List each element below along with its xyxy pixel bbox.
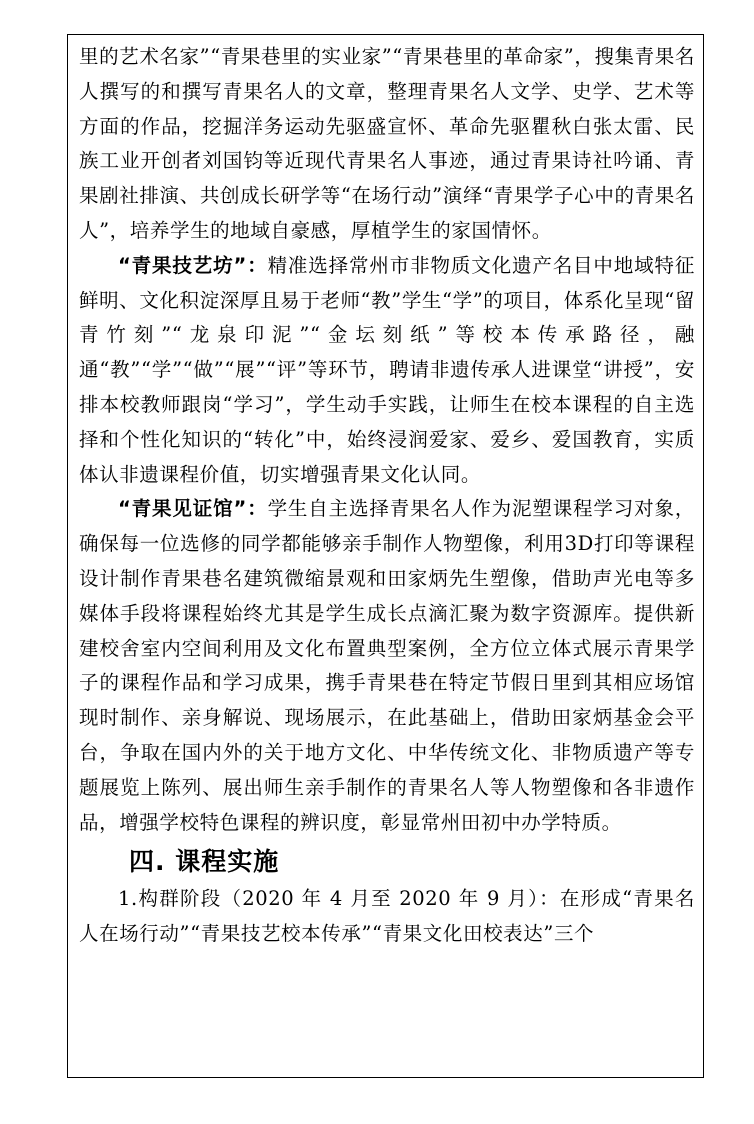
museum-paragraph bbox=[79, 492, 695, 840]
document-body bbox=[79, 40, 695, 952]
museum-text: 学生自主选择青果名人作为泥塑课程学习对象，确保每一位选修的同学都能够亲手制作人物塑像，利用3D打印等课程设计制作青果巷名建筑微缩景观和田家炳先生塑像，借助声光电等多媒体手段将课程始终尤其是学生成长点滴汇聚为数字资源库。提供新建校舍室内空间利用及文化布置典型案例，全方位立体式展示青果学子的课程作品和学习成果，携手青果巷在特定节假日里到其相应场馆现时制作、亲身解说、现场展示，在此基础上，借助田家炳基金会平台，争取在国内外的关于地方文化、中华传统文化、非物质遗产等专题展览上陈列、展出师生亲手制作的青果名人等人物塑像和各非遗作品，增强学校特色课程的辨识度，彰显常州田初中办学特质。 bbox=[79, 497, 695, 834]
workshop-paragraph bbox=[79, 249, 695, 493]
stage1-paragraph: 1.构群阶段（2020 年 4 月至 2020 年 9 月）：在形成“青果名人在场行动”“青果技艺校本传承”“青果文化田校表达”三个 bbox=[79, 887, 695, 946]
section-heading: 四. 课程实施 bbox=[129, 847, 280, 877]
workshop-text: 精准选择常州市非物质文化遗产名目中地域特征鲜明、文化积淀深厚且易于老师“教”学生“学”的项目，体系化呈现“留青竹刻”“龙泉印泥”“金坛刻纸”等校本传承路径，融通“教”“学”“做”“展”“评”等环节，聘请非遗传承人进课堂“讲授”，安排本校教师跟岗“学习”，学生动手实践，让师生在校本课程的自主选择和个性化知识的“转化”中，始终浸润爱家、爱乡、爱国教育，实质体认非遗课程价值，切实增强青果文化认同。 bbox=[79, 253, 695, 486]
workshop-lead: “青果技艺坊”： bbox=[118, 253, 268, 277]
museum-lead: “青果见证馆”： bbox=[118, 497, 268, 521]
intro-paragraph: 里的艺术名家”“青果巷里的实业家”“青果巷里的革命家”，搜集青果名人撰写的和撰写青果名人的文章，整理青果名人文学、史学、艺术等方面的作品，挖掘洋务运动先驱盛宣怀、革命先驱瞿秋白张太雷、民族工业开创者刘国钧等近现代青果名人事迹，通过青果诗社吟诵、青果剧社排演、共创成长研学等“在场行动”演绎“青果学子心中的青果名人”，培养学生的地域自豪感，厚植学生的家国情怀。 bbox=[79, 45, 695, 242]
